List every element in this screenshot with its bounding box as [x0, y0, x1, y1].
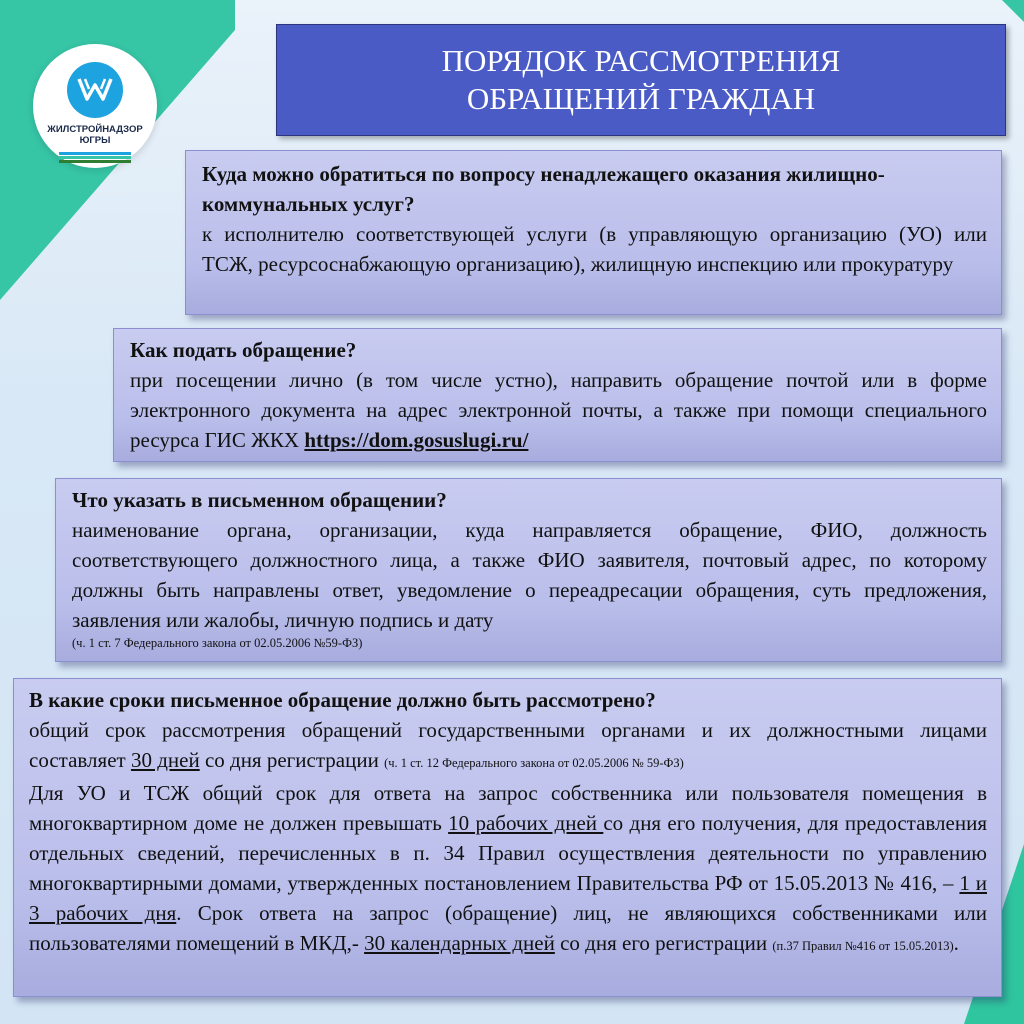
section-where-to-apply — [185, 150, 1002, 315]
logo-text — [47, 124, 142, 146]
gis-zhkh-link[interactable]: https://dom.gosuslugi.ru/ — [304, 428, 529, 452]
legal-note: (ч. 1 ст. 12 Федерального закона от 02.05.2006 № 59-ФЗ) — [384, 756, 684, 770]
term-1-3-working-days: 1 и 3 рабочих дня — [29, 871, 987, 925]
section-question: В какие сроки письменное обращение должно быть рассмотрено? — [29, 688, 656, 712]
text-fragment: общий срок рассмотрения обращений государственными органами и их должностными лицами составляет — [29, 718, 987, 772]
logo-stripe-teal — [59, 156, 131, 159]
logo-text-line2: ЮГРЫ — [79, 135, 111, 146]
legal-note: (п.37 Правил №416 от 15.05.2013) — [772, 939, 954, 953]
section-how-to-submit — [113, 328, 1002, 462]
term-30-calendar-days: 30 календарных дней — [364, 931, 555, 955]
page-title-line1: ПОРЯДОК РАССМОТРЕНИЯ — [441, 43, 841, 78]
text-fragment: Для УО и ТСЖ общий срок для ответа на запрос собственника или пользователя помещения в многоквартирном доме не должен превышать — [29, 781, 987, 835]
text-fragment: . — [953, 931, 959, 955]
section-paragraph-1 — [29, 715, 987, 778]
section-question: Что указать в письменном обращении? — [72, 488, 447, 512]
section-answer-text: при посещении лично (в том числе устно), направить обращение почтой или в форме электронного документа на адрес электронной почты, а также при помощи специального ресурса ГИС ЖКХ — [130, 368, 987, 452]
page-title — [276, 24, 1006, 136]
section-question: Как подать обращение? — [130, 338, 357, 362]
section-legal-note: (ч. 1 ст. 7 Федерального закона от 02.05.2006 №59-ФЗ) — [72, 636, 363, 650]
logo-stripe-blue — [59, 152, 131, 155]
logo-stripe-green — [59, 160, 131, 163]
section-review-terms — [13, 678, 1002, 997]
section-paragraph-2 — [29, 778, 987, 961]
text-fragment: со дня регистрации — [199, 748, 385, 772]
page-title-line2: ОБРАЩЕНИЙ ГРАЖДАН — [466, 81, 816, 116]
decor-corner-top-right — [1002, 0, 1024, 22]
text-fragment: со дня его получения, для предоставления отдельных сведений, перечисленных в п. 34 Правил осуществления деятельности по управлению многоквартирными домами, утвержденных постановлением Правительства РФ от 15.05.2013 № 416, – — [29, 811, 987, 895]
logo — [33, 44, 157, 168]
term-10-working-days: 10 рабочих дней — [448, 811, 604, 835]
section-answer: наименование органа, организации, куда направляется обращение, ФИО, должность соответствующего должностного лица, а также ФИО заявителя, почтовый адрес, по которому должны быть направлены ответ, уведомление о переадресации обращения, суть предложения, заявления или жалобы, личную подпись и дату — [72, 518, 987, 632]
section-what-to-include — [55, 478, 1002, 662]
text-fragment: . Срок ответа на запрос (обращение) лиц, не являющихся собственниками или пользователями помещений в МКД,- — [29, 901, 988, 955]
text-fragment: со дня его регистрации — [554, 931, 773, 955]
logo-emblem-icon — [67, 62, 123, 118]
term-30-days: 30 дней — [130, 748, 200, 772]
section-answer — [130, 365, 987, 455]
logo-text-line1: ЖИЛСТРОЙНАДЗОР — [47, 124, 143, 135]
logo-stripes — [59, 151, 131, 164]
section-question: Куда можно обратиться по вопросу ненадлежащего оказания жилищно-коммунальных услуг? — [202, 162, 885, 216]
section-answer: к исполнителю соответствующей услуги (в управляющую организацию (УО) или ТСЖ, ресурсоснабжающую организацию), жилищную инспекцию или прокуратуру — [202, 222, 987, 276]
